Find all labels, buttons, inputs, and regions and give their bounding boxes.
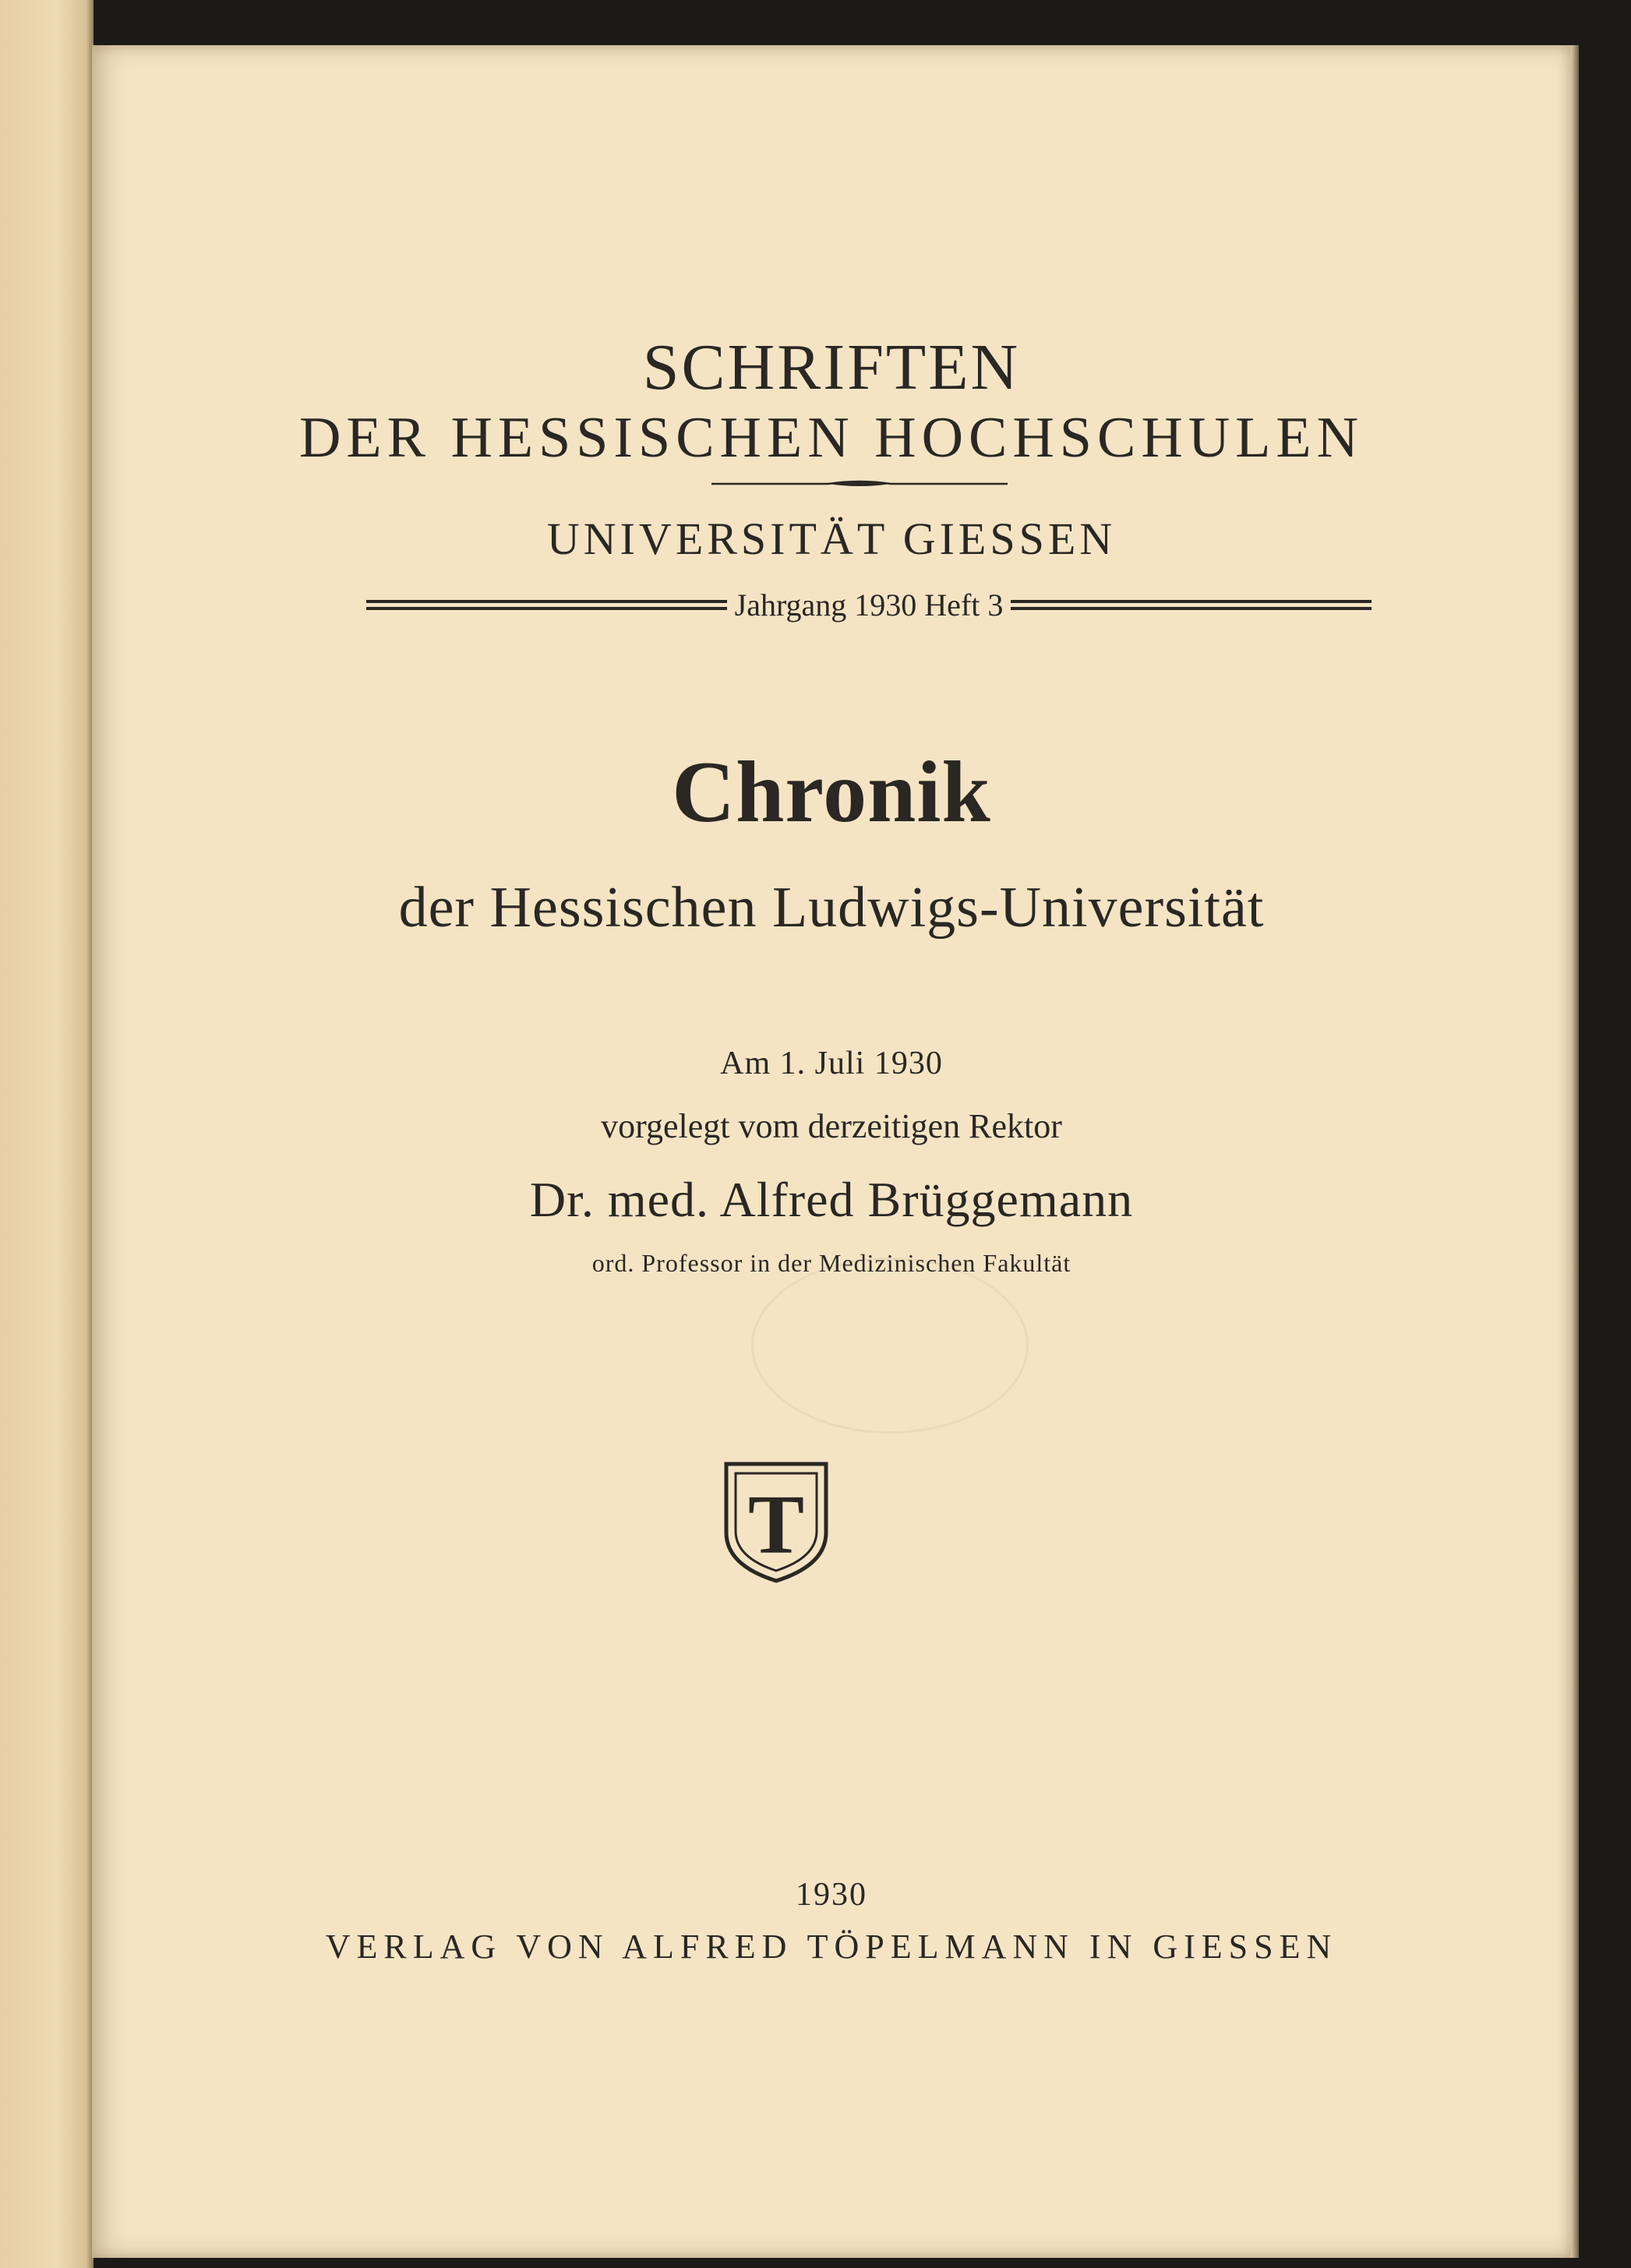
issue-label: Jahrgang 1930 Heft 3 [734,587,1004,623]
faint-library-stamp [751,1257,1029,1434]
left-page-edge [0,0,94,2268]
publisher-mark-letter: T [747,1479,805,1571]
author-name: Dr. med. Alfred Brüggemann [529,1172,1134,1227]
date-line: Am 1. Juli 1930 [720,1046,943,1081]
presented-line: vorgelegt vom derzeitigen Rektor [601,1107,1062,1145]
issue-line [366,581,1372,628]
ornamental-rule [711,478,1008,490]
title-page [92,45,1571,2258]
university-name: UNIVERSITÄT GIESSEN [546,513,1117,564]
page-right-edge [1571,45,1579,2258]
subtitle: der Hessischen Ludwigs-Universität [398,876,1265,940]
double-rule-right [1011,600,1372,610]
series-subtitle: DER HESSISCHEN HOCHSCHULEN [298,406,1364,470]
series-title: SCHRIFTEN [642,331,1021,404]
double-rule-left [366,600,727,610]
author-position: ord. Professor in der Medizinischen Fakultät [591,1249,1071,1277]
publisher-line: VERLAG VON ALFRED TÖPELMANN IN GIESSEN [325,1928,1338,1966]
publication-year: 1930 [796,1877,867,1913]
main-title: Chronik [672,744,991,841]
publisher-mark-shield-icon [723,1461,829,1584]
